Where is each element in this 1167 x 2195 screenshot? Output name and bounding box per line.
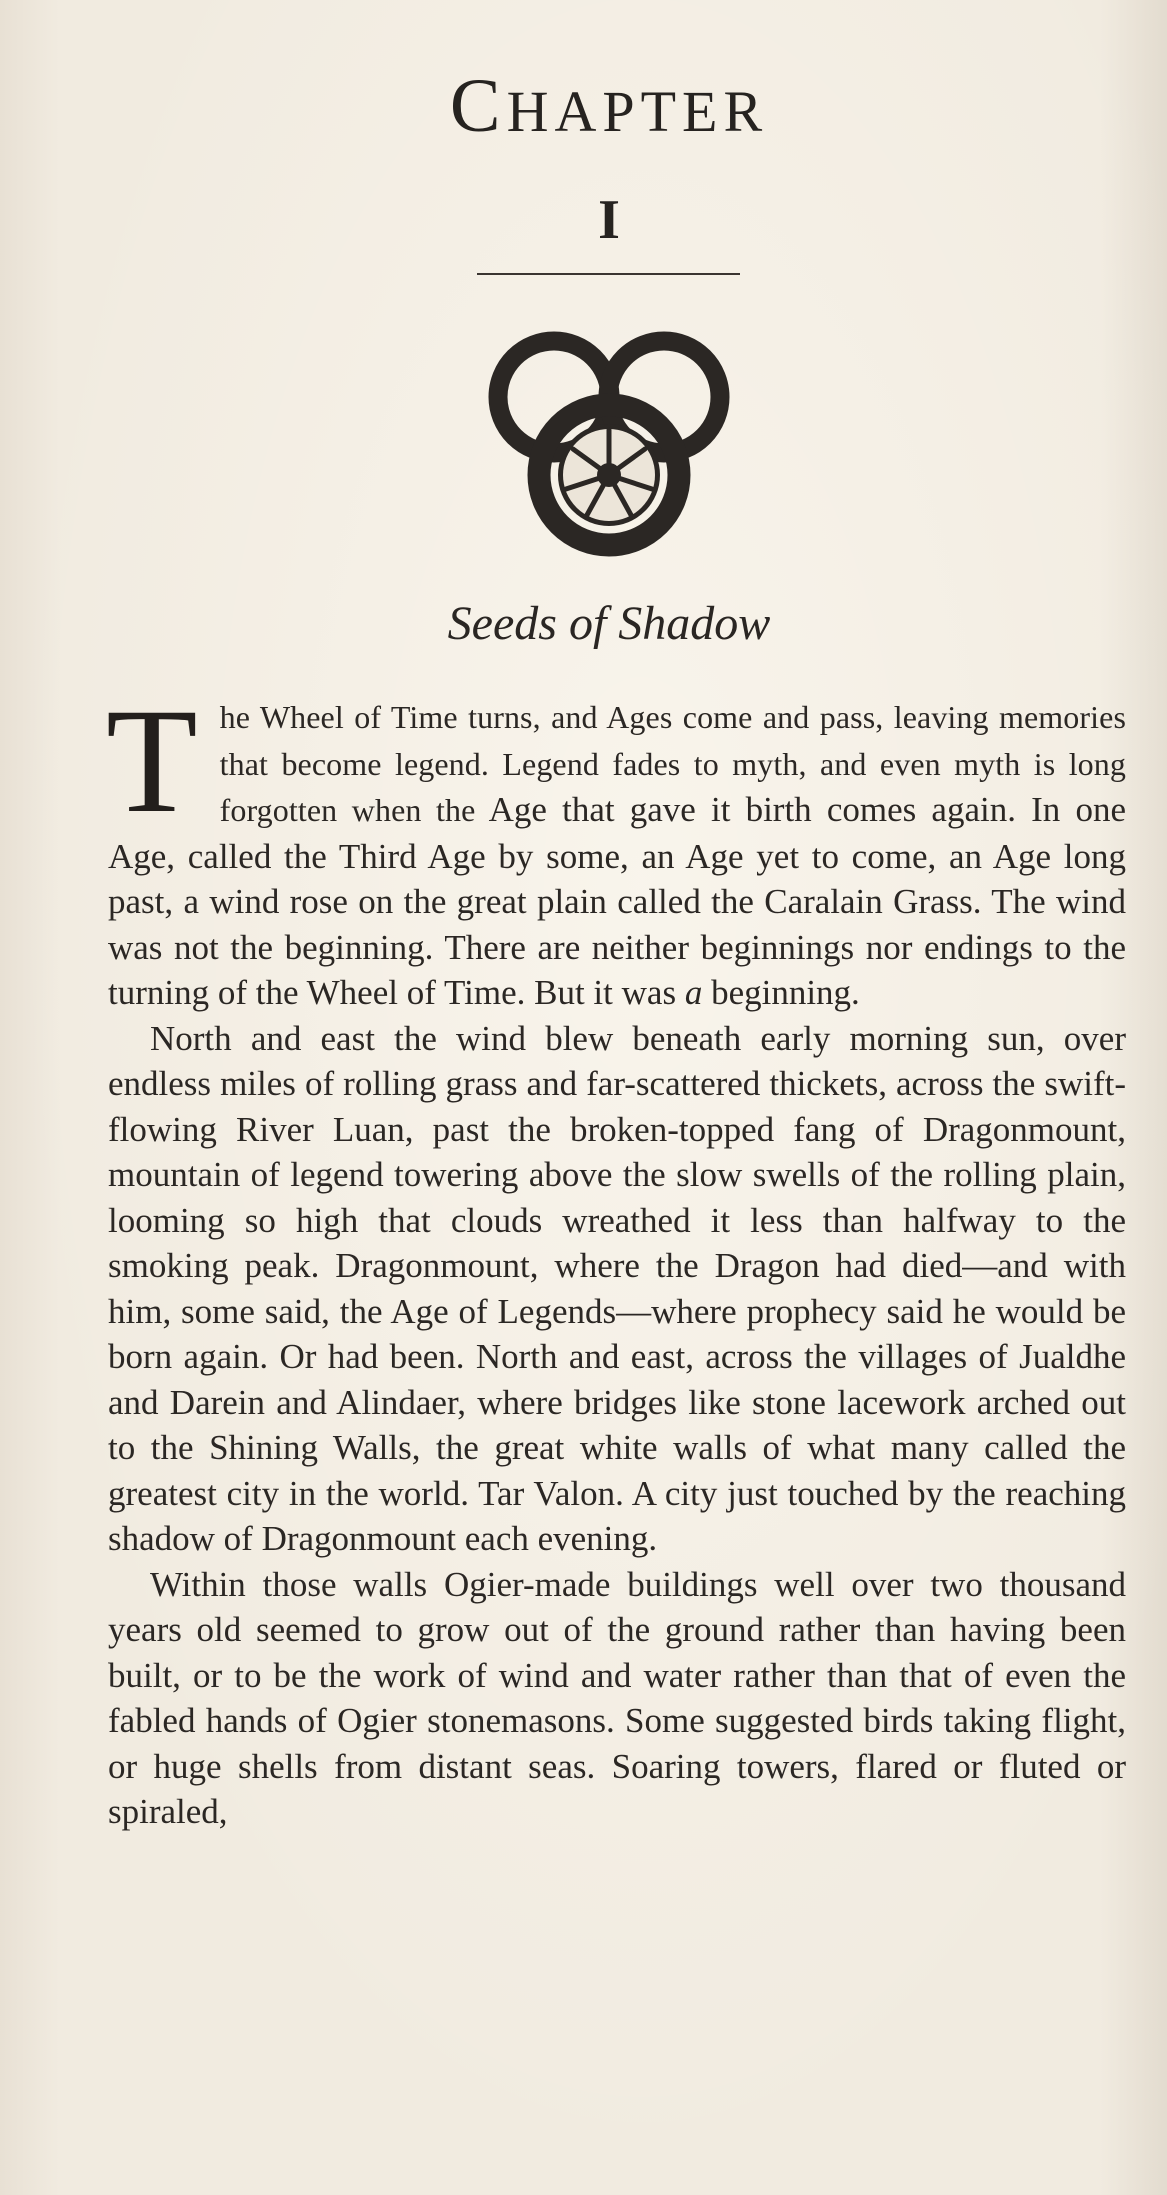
chapter-heading-rest: HAPTER	[506, 79, 769, 144]
paragraph-1-text: Age that gave it birth comes again. In one Age, called the Third Age by some, an Age yet to come, an Age long past, a wind rose on the great plain called the Caralain Grass. The wind was not the beginning. There are neither beginnings nor endings to the turning of the Wheel of Time. But it was	[108, 790, 1126, 1012]
chapter-divider-rule	[477, 273, 740, 275]
chapter-body	[106, 678, 1126, 1835]
paragraph-3: Within those walls Ogier-made buildings well over two thousand years old seemed to grow out of the ground rather than having been built, or to be the work of wind and water rather than that of even the fabled hands of Ogier stonemasons. Some suggested birds taking flight, or huge shells from distant seas. Soaring towers, flared or fluted or spiraled,	[108, 1564, 1126, 1831]
paragraph-1-opening: he Wheel of Time turns, and Ages come and pass, leaving memories that become legend. Legend fades to myth, and even myth is long forgotten when the	[219, 699, 1126, 828]
chapter-heading	[0, 64, 1167, 148]
chapter-title: Seeds of Shadow	[447, 597, 771, 650]
paragraph-2: North and east the wind blew beneath early morning sun, over endless miles of rolling grass and far-scattered thickets, across the swift-flowing River Luan, past the broken-topped fang of Dragonmount, mountain of legend towering above the slow swells of the rolling plain, looming so high that clouds wreathed it less than halfway to the smoking peak. Dragonmount, where the Dragon had died—and with him, some said, the Age of Legends—where prophecy said he would be born again. Or had been. North and east, across the villages of Jualdhe and Darein and Alindaer, where bridges like stone lacework arched out to the Shining Walls, the great white walls of what many called the greatest city in the world. Tar Valon. A city just touched by the reaching shadow of Dragonmount each evening.	[108, 1018, 1126, 1558]
paragraph-1-italic-word: a	[684, 973, 703, 1012]
drop-cap: T	[106, 678, 198, 844]
chapter-heading-initial: C	[449, 64, 507, 148]
chapter-number: I	[598, 189, 620, 251]
paragraph-1-end: beginning.	[711, 973, 860, 1012]
paragraph-1	[106, 678, 1126, 1016]
wheel-of-time-emblem-icon	[482, 325, 736, 565]
